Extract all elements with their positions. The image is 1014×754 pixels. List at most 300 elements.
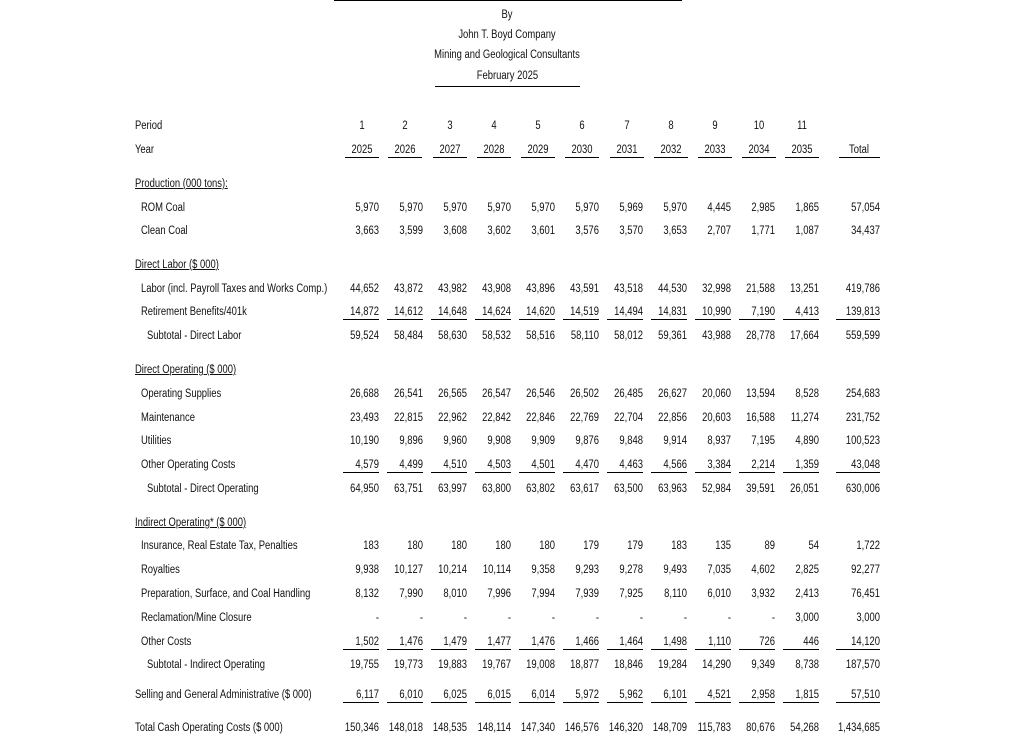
year-cell: 2031 <box>616 144 638 156</box>
year-cell: 2025 <box>351 144 373 156</box>
value-cell: 59,361 <box>658 330 687 342</box>
value-cell: 63,617 <box>570 483 599 495</box>
value-cell: 13,594 <box>746 388 775 400</box>
value-cell: 26,546 <box>526 388 555 400</box>
value-cell: 4,890 <box>795 435 819 447</box>
row-label: Clean Coal <box>141 225 188 237</box>
value-cell: 9,914 <box>663 435 687 447</box>
value-cell: 19,883 <box>438 659 467 671</box>
row-label: Subtotal - Direct Labor <box>147 330 242 342</box>
value-cell: 26,547 <box>482 388 511 400</box>
value-cell: 179 <box>627 540 643 552</box>
value-cell: 2,214 <box>751 459 775 471</box>
year-cell: 2032 <box>660 144 682 156</box>
value-cell: 148,709 <box>652 722 687 734</box>
value-cell: 26,688 <box>350 388 379 400</box>
value-cell: 5,970 <box>531 202 555 214</box>
table-row <box>0 386 1014 402</box>
value-cell: 22,842 <box>482 412 511 424</box>
value-cell: 446 <box>803 636 819 648</box>
total-cell: 34,437 <box>851 225 880 237</box>
header-date: February 2025 <box>476 70 539 82</box>
value-cell: 63,802 <box>526 483 555 495</box>
value-cell: 6,117 <box>356 689 379 701</box>
value-cell: 1,476 <box>531 636 555 648</box>
value-cell: 19,284 <box>658 659 687 671</box>
cell-underline <box>783 702 819 703</box>
year-underline <box>698 157 732 158</box>
value-cell: 9,909 <box>531 435 555 447</box>
total-cell: 92,277 <box>851 564 880 576</box>
value-cell: 5,970 <box>663 202 687 214</box>
value-cell: 54 <box>808 540 819 552</box>
value-cell: 54,268 <box>790 722 819 734</box>
value-cell: 9,908 <box>487 435 511 447</box>
row-label: Selling and General Administrative ($ 000) <box>135 689 312 701</box>
value-cell: 1,498 <box>663 636 687 648</box>
value-cell: 43,896 <box>526 283 555 295</box>
row-label: Maintenance <box>141 412 196 424</box>
total-cell: 630,006 <box>845 483 880 495</box>
value-cell: 8,528 <box>795 388 819 400</box>
value-cell: 43,872 <box>394 283 423 295</box>
value-cell: 180 <box>407 540 423 552</box>
value-cell: 26,541 <box>394 388 423 400</box>
total-cell: 419,786 <box>845 283 880 295</box>
value-cell: 3,602 <box>487 225 511 237</box>
total-header-underline <box>839 157 880 158</box>
value-cell: 2,707 <box>707 225 731 237</box>
value-cell: 5,972 <box>575 689 599 701</box>
value-cell: 43,591 <box>570 283 599 295</box>
header-subtitle: Mining and Geological Consultants <box>434 49 580 61</box>
value-cell: 9,493 <box>663 564 687 576</box>
total-cell: 57,054 <box>851 202 880 214</box>
value-cell: 3,570 <box>619 225 643 237</box>
cell-underline <box>783 649 819 650</box>
value-cell: 63,997 <box>438 483 467 495</box>
value-cell: 20,603 <box>702 412 731 424</box>
value-cell: 115,783 <box>697 722 731 734</box>
total-cell: 14,120 <box>851 636 880 648</box>
value-cell: 43,908 <box>482 283 511 295</box>
value-cell: 14,290 <box>702 659 731 671</box>
table-row <box>0 634 1014 650</box>
table-row <box>0 457 1014 473</box>
value-cell: - <box>507 612 511 624</box>
row-label: Total Cash Operating Costs ($ 000) <box>135 722 283 734</box>
year-underline <box>345 157 379 158</box>
value-cell: 1,865 <box>795 202 819 214</box>
value-cell: 4,510 <box>443 459 467 471</box>
table-row <box>0 328 1014 344</box>
value-cell: 63,800 <box>482 483 511 495</box>
table-row <box>0 281 1014 297</box>
table-row <box>0 223 1014 239</box>
value-cell: 180 <box>539 540 555 552</box>
row-label: Preparation, Surface, and Coal Handling <box>141 588 311 600</box>
total-cell: 3,000 <box>856 612 880 624</box>
value-cell: 4,445 <box>707 202 731 214</box>
year-underline <box>785 157 819 158</box>
value-cell: 180 <box>451 540 467 552</box>
value-cell: 135 <box>715 540 731 552</box>
total-cell: 43,048 <box>851 459 880 471</box>
value-cell: 19,755 <box>350 659 379 671</box>
cell-underline <box>783 472 819 473</box>
value-cell: 26,485 <box>614 388 643 400</box>
value-cell: 9,960 <box>443 435 467 447</box>
value-cell: 14,519 <box>570 306 599 318</box>
value-cell: 4,470 <box>575 459 599 471</box>
value-cell: 39,591 <box>746 483 775 495</box>
value-cell: 14,612 <box>394 306 423 318</box>
value-cell: 6,101 <box>663 689 687 701</box>
value-cell: 5,962 <box>619 689 643 701</box>
row-label: ROM Coal <box>141 202 186 214</box>
value-cell: 22,769 <box>570 412 599 424</box>
value-cell: 63,751 <box>394 483 423 495</box>
value-cell: 23,493 <box>350 412 379 424</box>
value-cell: 8,132 <box>355 588 379 600</box>
value-cell: 3,576 <box>575 225 599 237</box>
cell-underline <box>783 319 819 320</box>
value-cell: 4,579 <box>355 459 379 471</box>
value-cell: 58,516 <box>526 330 555 342</box>
period-cell: 9 <box>712 120 718 132</box>
row-label: Operating Supplies <box>141 388 222 400</box>
year-underline <box>654 157 688 158</box>
section-label: Direct Labor ($ 000) <box>135 259 219 271</box>
table-row <box>0 562 1014 578</box>
period-cell: 1 <box>359 120 365 132</box>
value-cell: 26,565 <box>438 388 467 400</box>
total-cell: 1,434,685 <box>838 722 880 734</box>
period-cell: 2 <box>402 120 408 132</box>
value-cell: 10,214 <box>438 564 467 576</box>
year-underline <box>433 157 467 158</box>
value-cell: 2,958 <box>751 689 775 701</box>
value-cell: 4,499 <box>399 459 423 471</box>
value-cell: 3,663 <box>355 225 379 237</box>
cell-underline <box>836 319 880 320</box>
value-cell: - <box>771 612 775 624</box>
table-row <box>0 538 1014 554</box>
value-cell: 1,087 <box>795 225 819 237</box>
value-cell: 17,664 <box>790 330 819 342</box>
value-cell: 18,877 <box>570 659 599 671</box>
total-cell: 1,722 <box>856 540 880 552</box>
total-cell: 139,813 <box>845 306 880 318</box>
year-cell: 2029 <box>527 144 549 156</box>
period-cell: 5 <box>535 120 541 132</box>
value-cell: - <box>727 612 731 624</box>
value-cell: 179 <box>583 540 599 552</box>
value-cell: 1,464 <box>619 636 643 648</box>
table-row <box>0 200 1014 216</box>
value-cell: 19,767 <box>482 659 511 671</box>
table-row <box>0 610 1014 626</box>
value-cell: 18,846 <box>614 659 643 671</box>
value-cell: 726 <box>759 636 775 648</box>
year-underline <box>565 157 599 158</box>
row-label: Other Operating Costs <box>141 459 236 471</box>
value-cell: 183 <box>671 540 687 552</box>
value-cell: 1,476 <box>399 636 423 648</box>
value-cell: 148,535 <box>432 722 467 734</box>
year-underline <box>610 157 644 158</box>
value-cell: 19,008 <box>526 659 555 671</box>
value-cell: 4,501 <box>531 459 555 471</box>
value-cell: 6,010 <box>399 689 423 701</box>
period-cell: 8 <box>668 120 674 132</box>
total-cell: 57,510 <box>851 689 880 701</box>
value-cell: 10,990 <box>702 306 731 318</box>
value-cell: 1,815 <box>795 689 819 701</box>
value-cell: 7,994 <box>531 588 555 600</box>
value-cell: 8,110 <box>664 588 687 600</box>
header-by: By <box>501 9 513 21</box>
value-cell: 16,588 <box>746 412 775 424</box>
total-cell: 187,570 <box>845 659 880 671</box>
year-label: Year <box>135 144 155 156</box>
top-rule <box>334 0 682 1</box>
value-cell: 28,778 <box>746 330 775 342</box>
value-cell: 43,518 <box>614 283 643 295</box>
value-cell: 7,035 <box>707 564 731 576</box>
year-cell: 2034 <box>748 144 770 156</box>
value-cell: 9,358 <box>531 564 555 576</box>
year-cell: 2027 <box>439 144 461 156</box>
value-cell: 7,925 <box>619 588 643 600</box>
value-cell: 19,773 <box>394 659 423 671</box>
value-cell: 3,653 <box>663 225 687 237</box>
value-cell: 183 <box>363 540 379 552</box>
row-label: Other Costs <box>141 636 192 648</box>
value-cell: 1,466 <box>575 636 599 648</box>
year-underline <box>388 157 422 158</box>
value-cell: 3,601 <box>531 225 555 237</box>
year-underline <box>742 157 776 158</box>
value-cell: - <box>639 612 643 624</box>
total-cell: 559,599 <box>845 330 880 342</box>
year-cell: 2028 <box>483 144 505 156</box>
year-cell: 2026 <box>394 144 416 156</box>
table-row <box>0 433 1014 449</box>
value-cell: 13,251 <box>790 283 819 295</box>
period-cell: 10 <box>753 120 765 132</box>
period-cell: 7 <box>624 120 630 132</box>
period-cell: 6 <box>579 120 585 132</box>
table-row <box>0 687 1014 703</box>
value-cell: 1,479 <box>443 636 467 648</box>
table-row <box>0 720 1014 736</box>
value-cell: 21,588 <box>746 283 775 295</box>
value-cell: 80,676 <box>746 722 775 734</box>
row-label: Insurance, Real Estate Tax, Penalties <box>141 540 298 552</box>
value-cell: - <box>419 612 423 624</box>
value-cell: 6,025 <box>443 689 467 701</box>
row-label: Subtotal - Direct Operating <box>147 483 259 495</box>
value-cell: 58,484 <box>394 330 423 342</box>
value-cell: 5,970 <box>443 202 467 214</box>
value-cell: 26,627 <box>658 388 687 400</box>
row-label: Reclamation/Mine Closure <box>141 612 252 624</box>
value-cell: 14,648 <box>438 306 467 318</box>
value-cell: 7,996 <box>487 588 511 600</box>
table-row <box>0 586 1014 602</box>
period-row <box>0 118 1014 134</box>
value-cell: 9,876 <box>575 435 599 447</box>
value-cell: 5,970 <box>487 202 511 214</box>
value-cell: 3,384 <box>707 459 731 471</box>
value-cell: 5,970 <box>399 202 423 214</box>
year-underline <box>477 157 511 158</box>
value-cell: 58,630 <box>438 330 467 342</box>
value-cell: 11,274 <box>790 412 819 424</box>
value-cell: 14,620 <box>526 306 555 318</box>
value-cell: 26,051 <box>790 483 819 495</box>
value-cell: 22,846 <box>526 412 555 424</box>
value-cell: 9,896 <box>399 435 423 447</box>
table-row <box>0 657 1014 673</box>
total-cell: 76,451 <box>851 588 880 600</box>
year-cell: 2030 <box>571 144 593 156</box>
value-cell: 64,950 <box>350 483 379 495</box>
row-label: Labor (incl. Payroll Taxes and Works Comp.) <box>141 283 328 295</box>
period-cell: 3 <box>447 120 453 132</box>
value-cell: - <box>375 612 379 624</box>
value-cell: 9,848 <box>619 435 643 447</box>
value-cell: 1,359 <box>795 459 819 471</box>
value-cell: 44,530 <box>658 283 687 295</box>
value-cell: 22,704 <box>614 412 643 424</box>
total-cell: 231,752 <box>845 412 880 424</box>
value-cell: 5,969 <box>619 202 643 214</box>
value-cell: 2,413 <box>795 588 819 600</box>
value-cell: 10,190 <box>350 435 379 447</box>
value-cell: 147,340 <box>520 722 555 734</box>
value-cell: 7,939 <box>575 588 599 600</box>
value-cell: 59,524 <box>350 330 379 342</box>
row-label: Royalties <box>141 564 180 576</box>
table-row <box>0 410 1014 426</box>
value-cell: 14,624 <box>482 306 511 318</box>
value-cell: 20,060 <box>702 388 731 400</box>
value-cell: 8,738 <box>795 659 819 671</box>
section-header-row <box>0 362 1014 378</box>
value-cell: 58,110 <box>570 330 599 342</box>
value-cell: 58,012 <box>614 330 643 342</box>
period-cell: 4 <box>491 120 497 132</box>
year-row <box>0 142 1014 158</box>
value-cell: - <box>551 612 555 624</box>
value-cell: 63,500 <box>614 483 643 495</box>
cell-underline <box>836 702 880 703</box>
value-cell: 150,346 <box>344 722 379 734</box>
table-row <box>0 481 1014 497</box>
value-cell: 89 <box>764 540 775 552</box>
total-cell: 254,683 <box>845 388 880 400</box>
value-cell: 4,566 <box>663 459 687 471</box>
value-cell: 10,114 <box>482 564 511 576</box>
value-cell: 1,771 <box>751 225 775 237</box>
value-cell: 4,503 <box>487 459 511 471</box>
value-cell: 58,532 <box>482 330 511 342</box>
value-cell: 1,502 <box>355 636 379 648</box>
value-cell: 43,982 <box>438 283 467 295</box>
value-cell: 148,114 <box>477 722 511 734</box>
value-cell: 5,970 <box>355 202 379 214</box>
row-label: Retirement Benefits/401k <box>141 306 247 318</box>
value-cell: 4,463 <box>619 459 643 471</box>
value-cell: 9,349 <box>751 659 775 671</box>
value-cell: 4,413 <box>795 306 819 318</box>
header-company: John T. Boyd Company <box>458 29 556 41</box>
value-cell: 2,825 <box>795 564 819 576</box>
value-cell: 22,962 <box>438 412 467 424</box>
value-cell: 14,494 <box>614 306 643 318</box>
cell-underline <box>836 472 880 473</box>
section-header-row <box>0 515 1014 531</box>
value-cell: 1,477 <box>487 636 511 648</box>
period-label: Period <box>135 120 163 132</box>
value-cell: 9,293 <box>575 564 599 576</box>
row-label: Subtotal - Indirect Operating <box>147 659 265 671</box>
value-cell: 6,014 <box>531 689 555 701</box>
value-cell: 8,010 <box>443 588 467 600</box>
value-cell: 7,190 <box>751 306 775 318</box>
value-cell: 52,984 <box>702 483 731 495</box>
year-underline <box>521 157 555 158</box>
value-cell: 146,576 <box>564 722 599 734</box>
table-row <box>0 304 1014 320</box>
value-cell: 9,938 <box>355 564 379 576</box>
value-cell: - <box>463 612 467 624</box>
year-cell: 2035 <box>791 144 813 156</box>
row-label: Utilities <box>141 435 172 447</box>
value-cell: 26,502 <box>570 388 599 400</box>
value-cell: 8,937 <box>707 435 731 447</box>
cell-underline <box>836 649 880 650</box>
value-cell: 6,015 <box>487 689 511 701</box>
section-header-row <box>0 176 1014 192</box>
value-cell: - <box>595 612 599 624</box>
value-cell: 3,000 <box>795 612 819 624</box>
value-cell: 146,320 <box>608 722 643 734</box>
value-cell: 5,970 <box>575 202 599 214</box>
date-rule <box>435 86 580 87</box>
value-cell: 3,608 <box>443 225 467 237</box>
value-cell: 14,872 <box>350 306 379 318</box>
value-cell: 4,521 <box>707 689 731 701</box>
section-header-row <box>0 257 1014 273</box>
value-cell: 3,932 <box>751 588 775 600</box>
value-cell: 10,127 <box>394 564 423 576</box>
value-cell: 63,963 <box>658 483 687 495</box>
value-cell: 43,988 <box>702 330 731 342</box>
value-cell: 7,990 <box>399 588 423 600</box>
value-cell: 148,018 <box>388 722 423 734</box>
value-cell: 7,195 <box>751 435 775 447</box>
value-cell: 14,831 <box>658 306 687 318</box>
value-cell: - <box>683 612 687 624</box>
value-cell: 3,599 <box>399 225 423 237</box>
value-cell: 9,278 <box>619 564 643 576</box>
year-cell: 2033 <box>704 144 726 156</box>
value-cell: 4,602 <box>751 564 775 576</box>
section-label: Indirect Operating* ($ 000) <box>135 517 247 529</box>
